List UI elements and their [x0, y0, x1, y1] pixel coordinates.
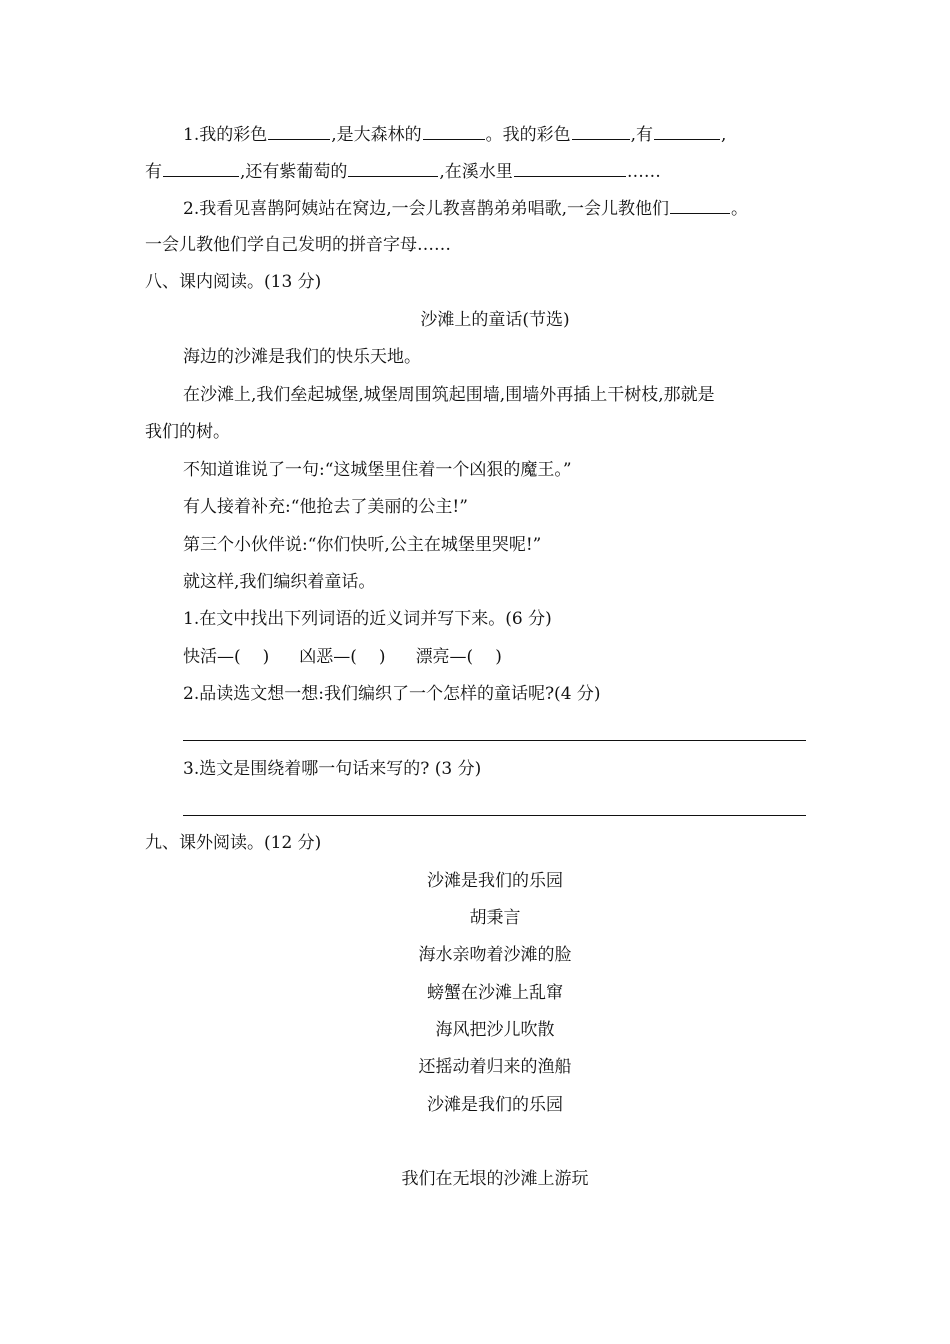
section-8-heading: 八、课内阅读。(13 分) — [145, 272, 322, 292]
passage-paragraph-5: 第三个小伙伴说:“你们快听,公主在城堡里哭呢!” — [183, 535, 542, 555]
synonym-item-2-label: 凶恶—( — [299, 647, 357, 667]
q7-1-text-a: 1.我的彩色 — [183, 125, 268, 145]
passage-paragraph-6: 就这样,我们编织着童话。 — [183, 572, 376, 592]
poem-line-1: 海水亲吻着沙滩的脸 — [418, 945, 572, 965]
q7-1-text-c: 。我的彩色 — [485, 125, 571, 145]
q7-2-blank-1[interactable] — [163, 159, 239, 177]
poem-line-3: 海风把沙儿吹散 — [435, 1020, 555, 1040]
q7-1-text-b: ,是大森林的 — [331, 125, 422, 145]
q7-1-blank-2[interactable] — [423, 122, 485, 140]
answer-line-8-3[interactable] — [183, 815, 806, 816]
synonym-item-3-label: 漂亮—( — [415, 647, 474, 667]
section-8-title: 沙滩上的童话(节选) — [420, 310, 570, 330]
q7-1-blank-3[interactable] — [572, 122, 630, 140]
q7-1-blank-4[interactable] — [654, 122, 720, 140]
q7-1-text-e: , — [721, 125, 727, 145]
q7-line-1 — [183, 122, 726, 147]
poem-title: 沙滩是我们的乐园 — [427, 871, 563, 891]
question-8-3: 3.选文是围绕着哪一句话来写的? (3 分) — [183, 759, 482, 779]
q7-2-blank-2[interactable] — [348, 159, 438, 177]
q7-2-text-d: …… — [626, 162, 661, 182]
synonym-items — [183, 645, 502, 669]
section-9-heading: 九、课外阅读。(12 分) — [145, 833, 322, 853]
q7-line-3 — [183, 196, 748, 221]
q7-2-text-c: ,在溪水里 — [439, 162, 513, 182]
question-8-2: 2.品读选文想一想:我们编织了一个怎样的童话呢?(4 分) — [183, 684, 601, 704]
passage-paragraph-2: 在沙滩上,我们垒起城堡,城堡周围筑起围墙,围墙外再插上干树枝,那就是 — [183, 385, 715, 405]
q7-1-blank-1[interactable] — [268, 122, 330, 140]
synonym-item-2-close: ) — [378, 647, 386, 667]
poem-line-6: 我们在无垠的沙滩上游玩 — [401, 1169, 589, 1189]
q7-3-text-a: 2.我看见喜鹊阿姨站在窝边,一会儿教喜鹊弟弟唱歌,一会儿教他们 — [183, 199, 670, 219]
poem-line-4: 还摇动着归来的渔船 — [418, 1057, 572, 1077]
q7-3-blank-1[interactable] — [670, 196, 730, 214]
poem-line-5: 沙滩是我们的乐园 — [427, 1095, 563, 1115]
q7-3-text-b: 。 — [731, 199, 749, 219]
synonym-item-1-label: 快活—( — [183, 647, 241, 667]
poem-author: 胡秉言 — [469, 908, 521, 928]
synonym-item-1-close: ) — [262, 647, 270, 667]
q7-line-2 — [145, 159, 661, 184]
poem-line-2: 螃蟹在沙滩上乱窜 — [427, 983, 563, 1003]
q7-2-text-b: ,还有紫葡萄的 — [240, 162, 348, 182]
q7-2-blank-3[interactable] — [514, 159, 626, 177]
q7-2-text-a: 有 — [145, 162, 162, 182]
passage-paragraph-1: 海边的沙滩是我们的快乐天地。 — [183, 347, 421, 367]
synonym-item-3-close: ) — [495, 647, 502, 667]
q7-1-text-d: ,有 — [630, 125, 654, 145]
question-8-1: 1.在文中找出下列词语的近义词并写下来。(6 分) — [183, 609, 552, 629]
answer-line-8-2[interactable] — [183, 740, 806, 741]
passage-paragraph-2-cont: 我们的树。 — [145, 422, 230, 442]
passage-paragraph-3: 不知道谁说了一句:“这城堡里住着一个凶狠的魔王。” — [183, 460, 572, 480]
q7-line-4: 一会儿教他们学自己发明的拼音字母…… — [145, 235, 451, 255]
passage-paragraph-4: 有人接着补充:“他抢去了美丽的公主!” — [183, 497, 468, 517]
